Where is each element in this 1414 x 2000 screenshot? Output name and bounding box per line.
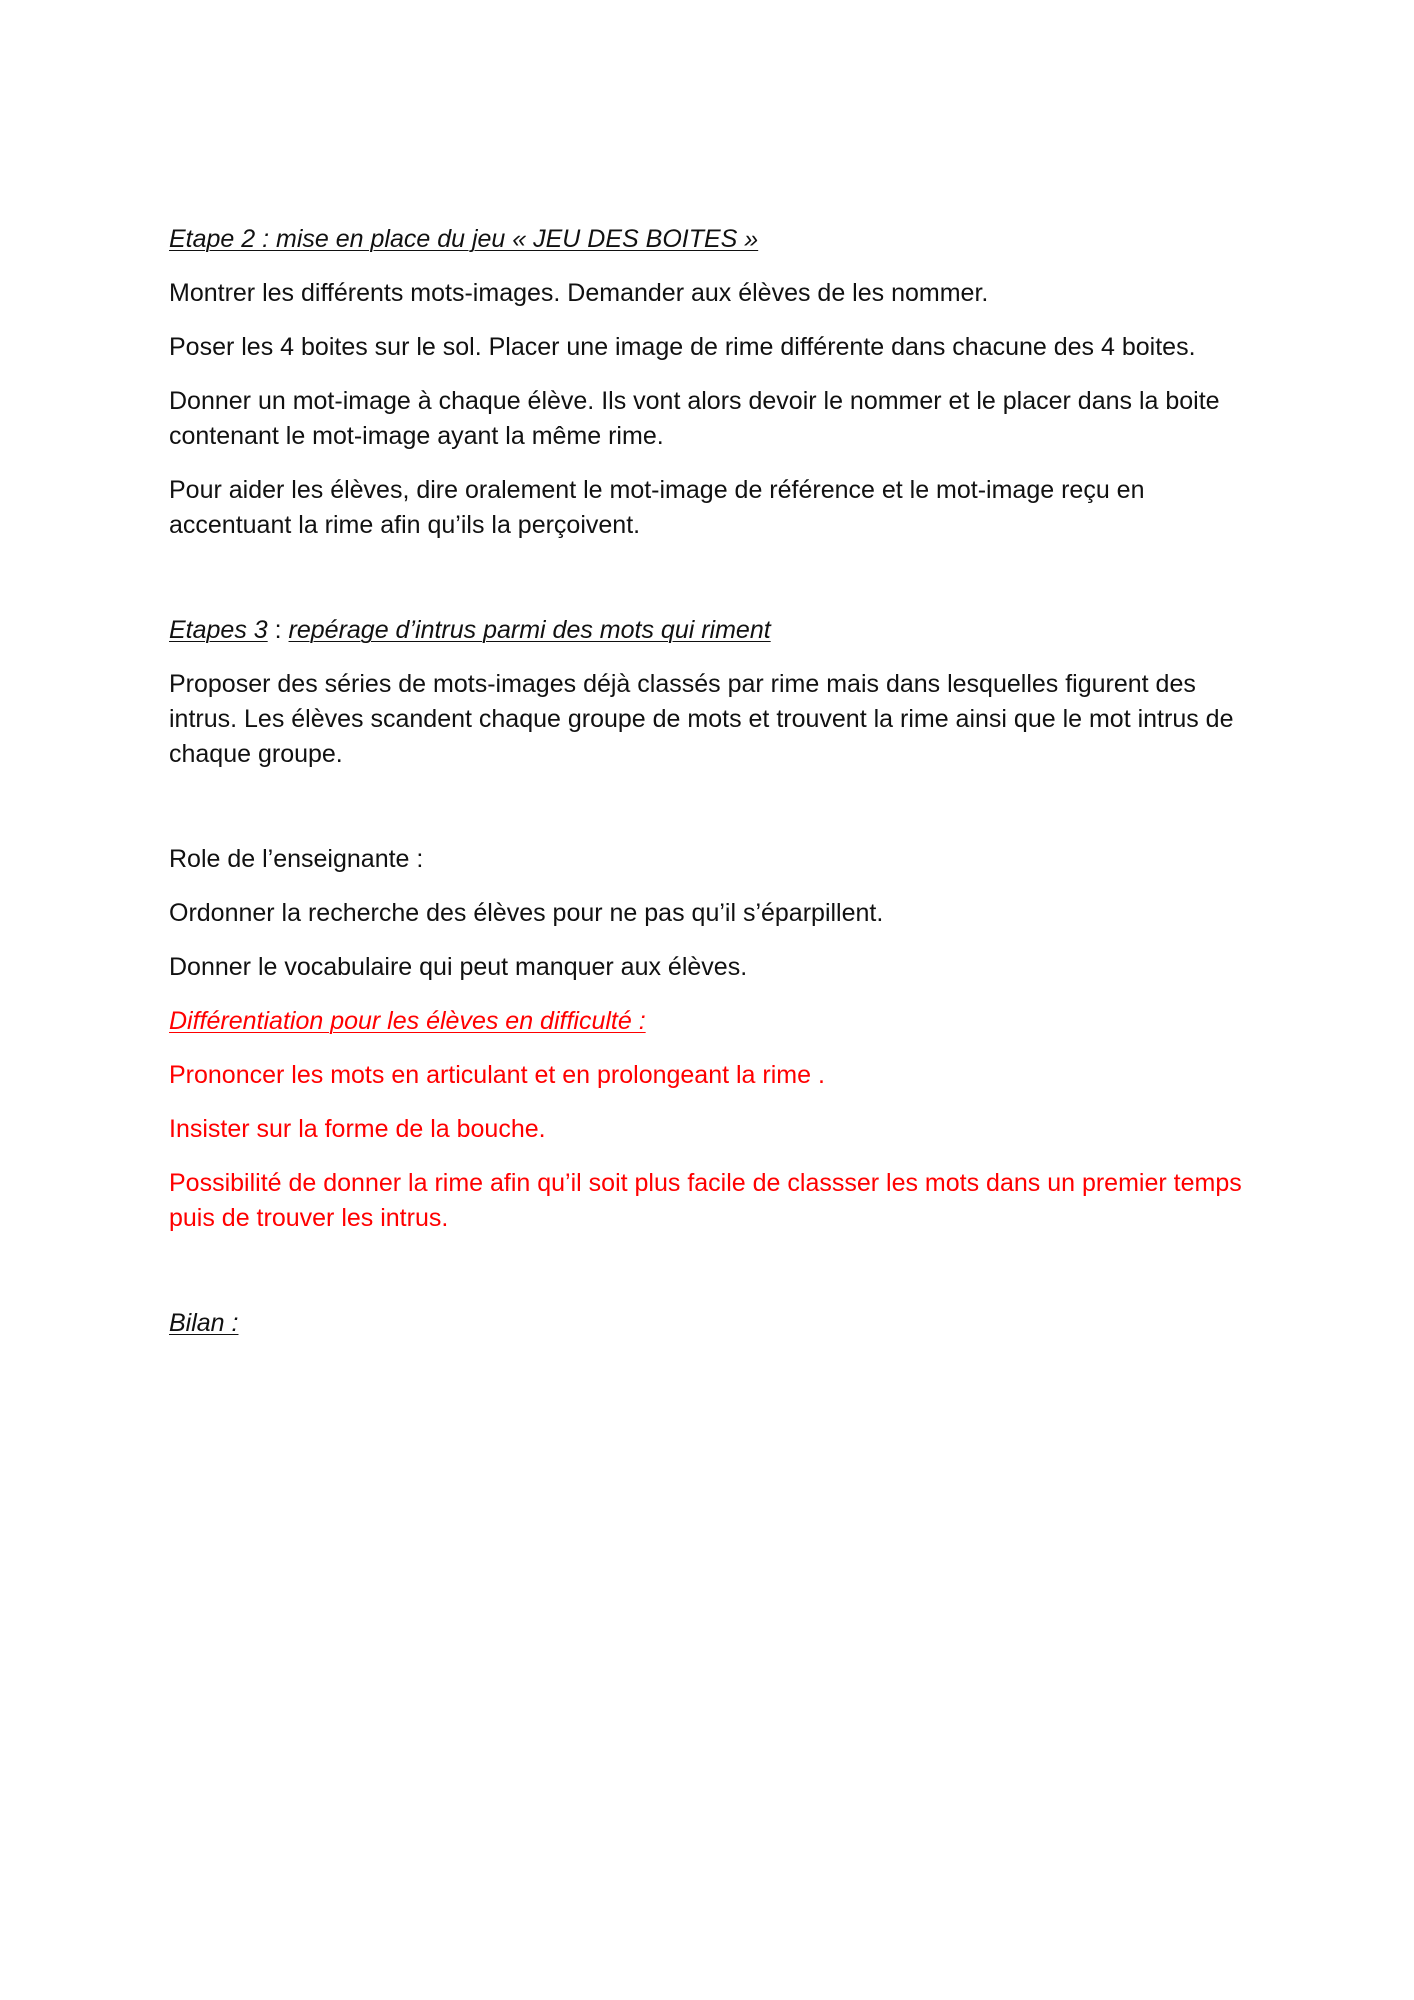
etape2-heading: Etape 2 : mise en place du jeu « JEU DES BOITES » <box>169 225 759 253</box>
etape2-paragraph-3: Donner un mot-image à chaque élève. Ils vont alors devoir le nommer et le placer dans la boite contenant le mot-image ayant la même rime. <box>169 387 1220 450</box>
etape3-heading-label: Etapes 3 <box>169 616 268 644</box>
differentiation-paragraph-1: Prononcer les mots en articulant et en prolongeant la rime . <box>169 1061 825 1089</box>
etape3-heading <box>169 613 1269 648</box>
bilan-heading: Bilan : <box>169 1309 239 1337</box>
role-paragraph-1: Ordonner la recherche des élèves pour ne pas qu’il s’éparpillent. <box>169 899 884 927</box>
role-paragraph-2: Donner le vocabulaire qui peut manquer aux élèves. <box>169 953 748 981</box>
differentiation-paragraph-3: Possibilité de donner la rime afin qu’il soit plus facile de classser les mots dans un premier temps puis de trouver les intrus. <box>169 1169 1242 1232</box>
etape2-paragraph-2: Poser les 4 boites sur le sol. Placer une image de rime différente dans chacune des 4 boites. <box>169 333 1196 361</box>
role-heading: Role de l’enseignante : <box>169 845 424 873</box>
etape2-paragraph-1: Montrer les différents mots-images. Demander aux élèves de les nommer. <box>169 279 989 307</box>
etape2-paragraph-4: Pour aider les élèves, dire oralement le mot-image de référence et le mot-image reçu en accentuant la rime afin qu’ils la perçoivent. <box>169 476 1145 539</box>
differentiation-heading: Différentiation pour les élèves en difficulté : <box>169 1007 646 1035</box>
differentiation-paragraph-2: Insister sur la forme de la bouche. <box>169 1115 546 1143</box>
etape3-heading-title: repérage d’intrus parmi des mots qui riment <box>288 616 771 644</box>
etape3-paragraph-1: Proposer des séries de mots-images déjà classés par rime mais dans lesquelles figurent des intrus. Les élèves scandent chaque groupe de mots et trouvent la rime ainsi que le mot intrus de chaque groupe. <box>169 670 1234 768</box>
etape3-heading-separator: : <box>267 616 289 644</box>
document-page <box>169 222 1269 1360</box>
